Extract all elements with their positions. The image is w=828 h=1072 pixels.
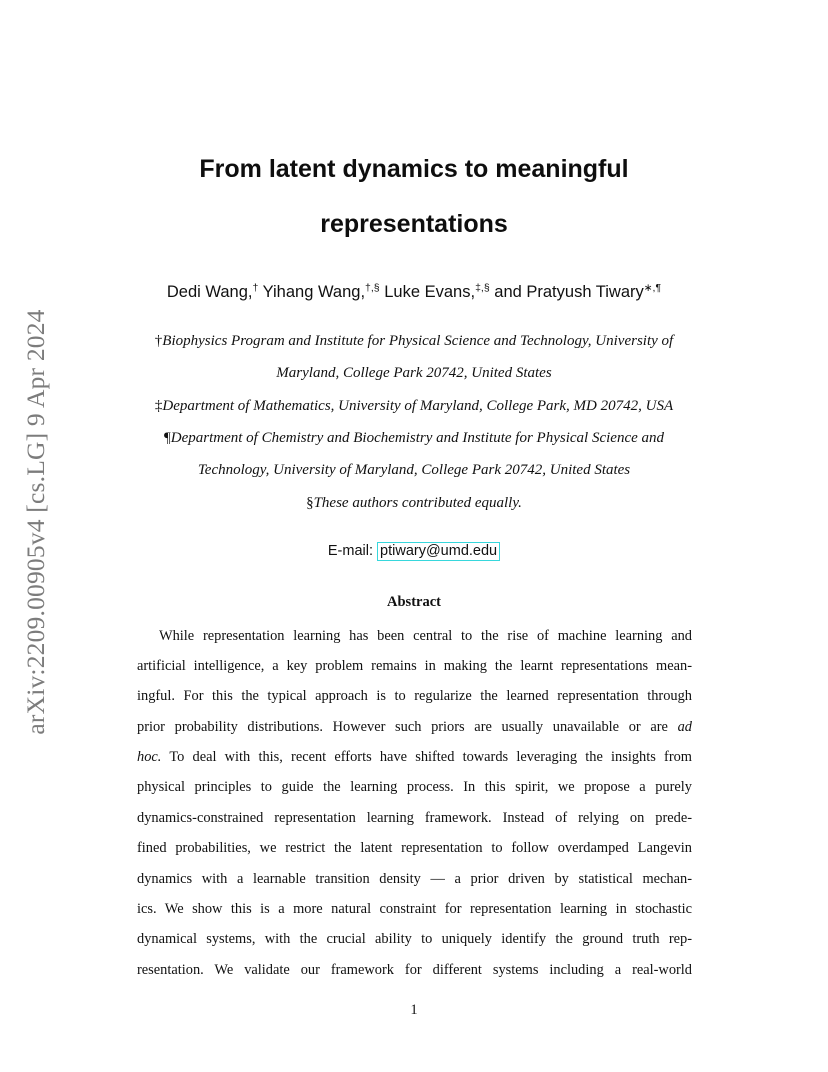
abstract-line: dynamical systems, with the crucial ability to uniquely identify the ground truth rep- bbox=[137, 931, 692, 947]
author-affiliation-marks: †,§ bbox=[365, 282, 380, 294]
author-name: Dedi Wang, bbox=[166, 283, 253, 301]
author-list bbox=[0, 280, 828, 304]
abstract-line bbox=[137, 717, 692, 737]
abstract-text: To deal with this, recent efforts have shifted towards leveraging the insights from bbox=[169, 749, 692, 765]
author-name: Yihang Wang, bbox=[262, 283, 366, 301]
affiliation-text: Department of Chemistry and Biochemistry and Institute for Physical Science and bbox=[170, 430, 665, 446]
paper-title-line-1: From latent dynamics to meaningful bbox=[199, 155, 629, 183]
affiliation-symbol: ¶ bbox=[163, 430, 171, 446]
abstract-line: dynamics with a learnable transition density — a prior driven by statistical mechan- bbox=[137, 871, 692, 887]
abstract-italic-text: hoc. bbox=[137, 749, 162, 765]
author-name: and Pratyush Tiwary bbox=[494, 283, 644, 301]
affiliation-biophysics bbox=[0, 331, 828, 351]
abstract-line: resentation. We validate our framework for different systems including a real-world bbox=[137, 962, 692, 978]
affiliation-chemistry bbox=[0, 428, 828, 448]
author-affiliation-marks: ∗,¶ bbox=[643, 282, 662, 294]
email-link[interactable]: ptiwary@umd.edu bbox=[377, 542, 500, 561]
abstract-line: ingful. For this the typical approach is to regularize the learned representation through bbox=[137, 688, 692, 704]
abstract-italic-text: ad bbox=[677, 719, 692, 735]
abstract-line bbox=[137, 747, 692, 767]
abstract-line: artificial intelligence, a key problem remains in making the learnt representations mean- bbox=[137, 658, 692, 674]
affiliation-symbol: ‡ bbox=[154, 398, 163, 414]
page-number: 1 bbox=[410, 1002, 418, 1018]
contact-email bbox=[0, 540, 828, 562]
email-label: E-mail: bbox=[327, 543, 373, 559]
abstract-text: prior probability distributions. However such priors are usually unavailable or are bbox=[137, 719, 668, 735]
affiliation-chemistry-cont: Technology, University of Maryland, College Park 20742, United States bbox=[197, 462, 631, 478]
abstract-line: fined probabilities, we restrict the latent representation to follow overdamped Langevin bbox=[137, 840, 692, 856]
affiliation-biophysics-cont: Maryland, College Park 20742, United States bbox=[276, 365, 552, 381]
author-affiliation-marks: ‡,§ bbox=[475, 282, 490, 294]
paper-title-line-2: representations bbox=[320, 210, 508, 238]
author-name: Luke Evans, bbox=[384, 283, 476, 301]
equal-contribution-note bbox=[0, 493, 828, 513]
arxiv-identifier-stamp: arXiv:2209.00905v4 [cs.LG] 9 Apr 2024 bbox=[21, 309, 50, 735]
abstract-line: ics. We show this is a more natural constraint for representation learning in stochastic bbox=[137, 901, 692, 917]
abstract-line: dynamics-constrained representation learning framework. Instead of relying on prede- bbox=[137, 810, 692, 826]
affiliation-symbol: § bbox=[306, 495, 314, 511]
author-affiliation-marks: † bbox=[252, 282, 259, 294]
affiliation-mathematics bbox=[0, 396, 828, 416]
affiliation-text: Biophysics Program and Institute for Physical Science and Technology, University of bbox=[162, 333, 674, 349]
affiliation-text: These authors contributed equally. bbox=[313, 495, 522, 511]
abstract-heading: Abstract bbox=[387, 594, 441, 610]
abstract-line: physical principles to guide the learning process. In this spirit, we propose a purely bbox=[137, 779, 692, 795]
abstract-line: While representation learning has been central to the rise of machine learning and bbox=[159, 628, 692, 644]
affiliation-text: Department of Mathematics, University of Maryland, College Park, MD 20742, USA bbox=[162, 398, 674, 414]
affiliation-symbol: † bbox=[154, 333, 163, 349]
